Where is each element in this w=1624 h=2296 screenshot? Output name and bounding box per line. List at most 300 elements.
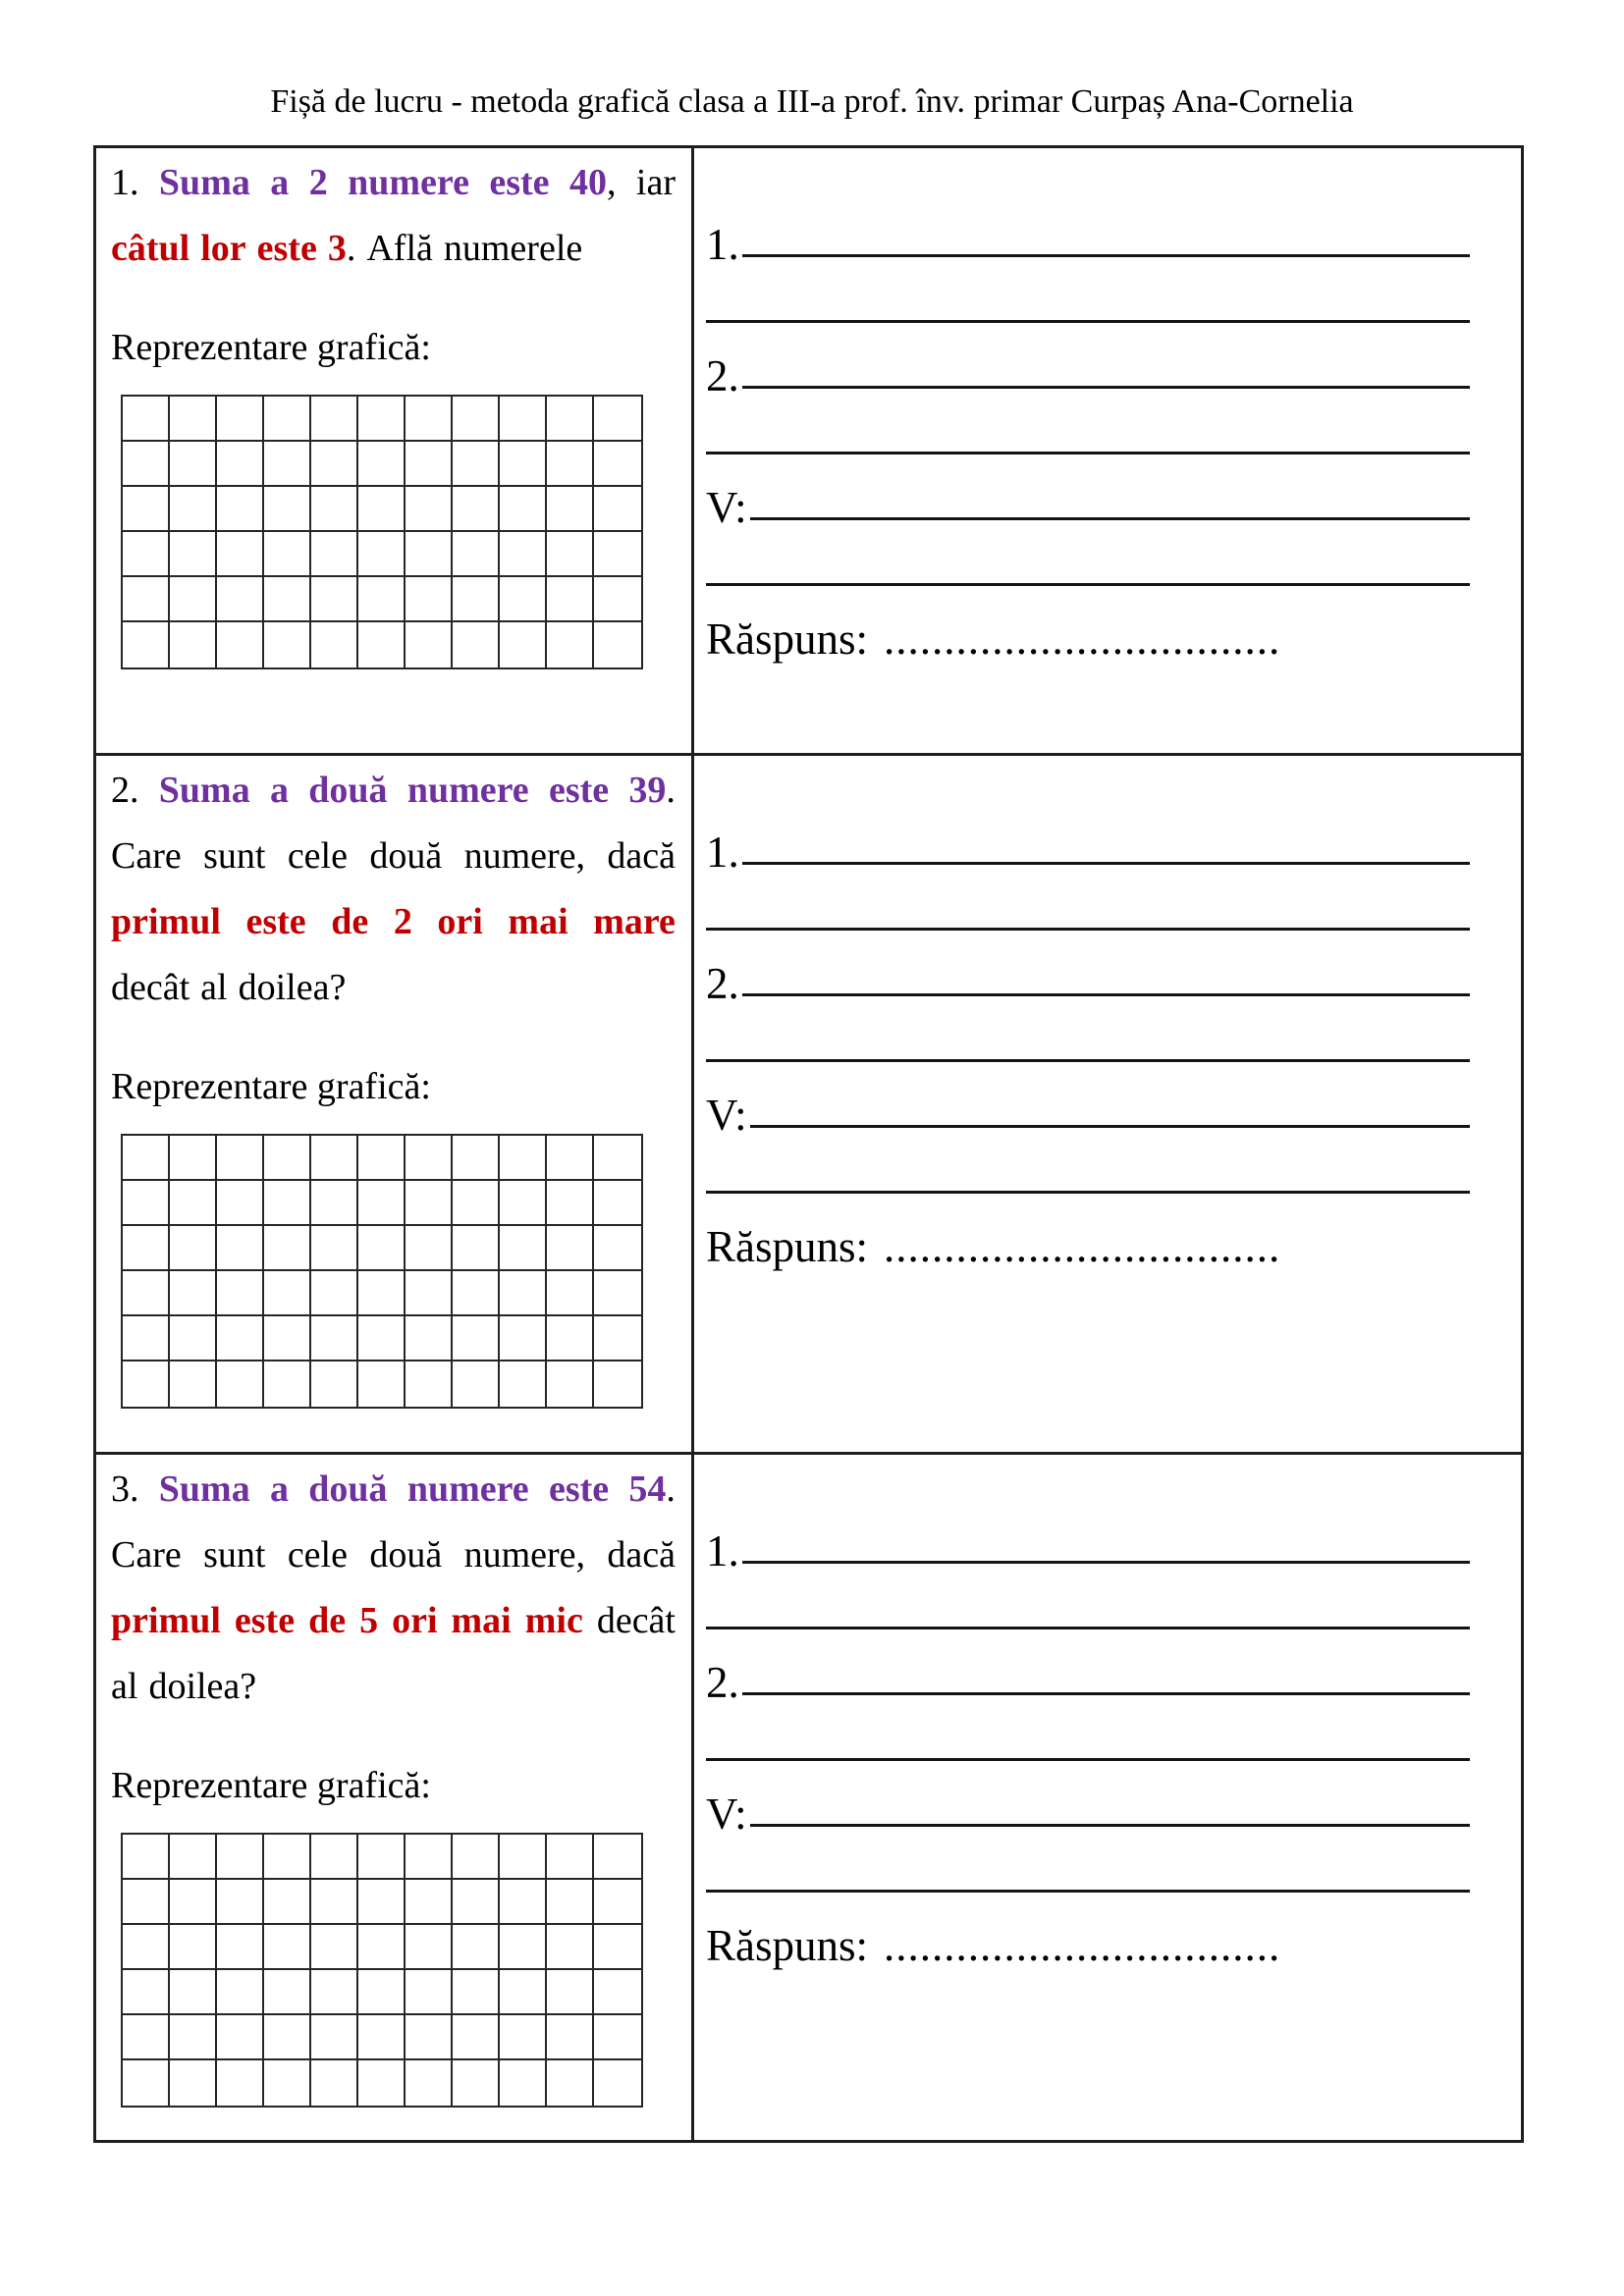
statement-word: Care xyxy=(111,1534,182,1575)
grid-cell xyxy=(453,1925,500,1970)
grid-cell xyxy=(406,1136,453,1181)
grid-cell xyxy=(406,1316,453,1362)
statement-word: al xyxy=(200,967,228,1008)
statement-word: doilea? xyxy=(238,967,347,1008)
grid-cell xyxy=(170,2015,217,2060)
grid-cell xyxy=(594,2060,641,2106)
grid-cell xyxy=(170,1181,217,1226)
grid-cell xyxy=(311,577,358,622)
statement-word: primul xyxy=(111,1600,221,1641)
grid-cell xyxy=(358,1316,406,1362)
paragraph-spacer xyxy=(111,282,676,315)
grid-cell xyxy=(264,532,311,577)
statement-word: ori xyxy=(437,901,483,942)
grid-cell xyxy=(311,1271,358,1316)
problem-2-statement-cell xyxy=(96,756,694,1455)
statement-word: a xyxy=(270,162,290,203)
grid-cell xyxy=(217,577,264,622)
statement-word: numere xyxy=(406,770,529,811)
answer-dotted-line[interactable]: ................................. xyxy=(884,1921,1281,1970)
grid-cell xyxy=(123,622,170,667)
solution-line-step-2-continuation xyxy=(706,1006,1470,1072)
grid-cell xyxy=(311,1362,358,1407)
paragraph-spacer xyxy=(111,1021,676,1054)
grid-cell xyxy=(123,2060,170,2106)
grid-cell xyxy=(123,1925,170,1970)
answer-label: Răspuns: xyxy=(706,614,869,664)
grid-cell xyxy=(264,2060,311,2106)
grid-cell xyxy=(406,487,453,532)
grid-cell xyxy=(311,1226,358,1271)
grid-cell xyxy=(123,1226,170,1271)
step-2-label: 2. xyxy=(706,351,739,400)
grid-cell xyxy=(500,532,547,577)
grid-cell xyxy=(453,1880,500,1925)
grid-cell xyxy=(406,1880,453,1925)
statement-word: două xyxy=(308,1468,388,1510)
grid-cell xyxy=(453,1835,500,1880)
grid-cell xyxy=(453,2060,500,2106)
grid-cell xyxy=(594,1362,641,1407)
grid-cell xyxy=(264,1925,311,1970)
answer-blank-line[interactable] xyxy=(750,517,1470,520)
grid-cell xyxy=(500,1226,547,1271)
grid-cell xyxy=(264,1136,311,1181)
grid-cell xyxy=(217,2015,264,2060)
grid-cell xyxy=(547,397,594,442)
grid-cell xyxy=(217,442,264,487)
statement-word: dacă xyxy=(607,1534,676,1575)
grid-cell xyxy=(123,1181,170,1226)
grid-cell xyxy=(453,1226,500,1271)
grid-cell xyxy=(123,1136,170,1181)
grid-cell xyxy=(358,1181,406,1226)
grid-cell xyxy=(170,1362,217,1407)
statement-word: 3. xyxy=(327,228,356,269)
grid-cell xyxy=(358,1880,406,1925)
statement-word: două xyxy=(308,770,388,811)
grid-cell xyxy=(358,1226,406,1271)
grid-cell xyxy=(594,577,641,622)
grid-cell xyxy=(547,1226,594,1271)
grid-cell xyxy=(170,1970,217,2015)
solution-line-step-2-continuation xyxy=(706,399,1470,464)
grid-cell xyxy=(358,1136,406,1181)
grid-cell xyxy=(406,2060,453,2106)
grid-cell xyxy=(311,1835,358,1880)
grid-cell xyxy=(453,1970,500,2015)
statement-word: al xyxy=(111,1666,138,1707)
statement-word: a xyxy=(269,1468,289,1510)
grid-cell xyxy=(500,397,547,442)
statement-word: numere, xyxy=(463,835,586,877)
answer-blank-line[interactable] xyxy=(742,386,1470,389)
statement-word: 3. xyxy=(111,1468,139,1510)
grid-cell xyxy=(594,1970,641,2015)
grid-cell xyxy=(311,1880,358,1925)
answer-blank-line[interactable] xyxy=(706,1191,1470,1194)
statement-line xyxy=(111,1457,676,1522)
grid-cell xyxy=(406,442,453,487)
answer-blank-line[interactable] xyxy=(706,320,1470,323)
grid-cell xyxy=(547,442,594,487)
statement-word: decât xyxy=(111,967,190,1008)
statement-word: este xyxy=(548,770,610,811)
step-2-label: 2. xyxy=(706,1658,739,1707)
grid-cell xyxy=(170,487,217,532)
grid-cell xyxy=(123,532,170,577)
grid-cell xyxy=(594,2015,641,2060)
grid-cell xyxy=(170,1880,217,1925)
grid-cell xyxy=(406,1271,453,1316)
grid-cell xyxy=(358,577,406,622)
answer-blank-line[interactable] xyxy=(706,1627,1470,1629)
grid-cell xyxy=(217,1136,264,1181)
grid-cell xyxy=(406,1970,453,2015)
graphic-grid[interactable] xyxy=(121,395,643,669)
grid-cell xyxy=(547,577,594,622)
statement-word: 5 xyxy=(359,1600,379,1641)
problem-1-statement-cell xyxy=(96,148,694,756)
statement-word: cele xyxy=(287,835,348,877)
grid-cell xyxy=(311,1970,358,2015)
grid-cell xyxy=(406,1181,453,1226)
grid-cell xyxy=(500,1181,547,1226)
grid-cell xyxy=(170,532,217,577)
grid-cell xyxy=(311,487,358,532)
statement-word: două xyxy=(369,1534,443,1575)
solution-line-verification-continuation xyxy=(706,1138,1470,1203)
statement-line xyxy=(111,824,676,889)
grid-cell xyxy=(170,1136,217,1181)
grid-cell xyxy=(311,1316,358,1362)
grid-cell xyxy=(264,577,311,622)
solution-line-step-1 xyxy=(706,201,1470,267)
answer-blank-line[interactable] xyxy=(750,1125,1470,1128)
answer-line xyxy=(706,596,1470,662)
grid-cell xyxy=(170,1316,217,1362)
grid-cell xyxy=(217,1925,264,1970)
grid-cell xyxy=(547,1271,594,1316)
grid-cell xyxy=(453,442,500,487)
grid-cell xyxy=(594,1271,641,1316)
answer-blank-line[interactable] xyxy=(706,1059,1470,1062)
graphic-grid[interactable] xyxy=(121,1134,643,1409)
statement-word: sunt xyxy=(203,1534,266,1575)
statement-word: sunt xyxy=(203,835,266,877)
answer-line xyxy=(706,1902,1470,1968)
statement-word: dacă xyxy=(607,835,676,877)
statement-line xyxy=(111,216,676,282)
grid-cell xyxy=(217,1316,264,1362)
grid-cell xyxy=(358,1835,406,1880)
grid-cell xyxy=(594,442,641,487)
grid-cell xyxy=(547,1181,594,1226)
grid-cell xyxy=(453,622,500,667)
grid-cell xyxy=(453,397,500,442)
grid-cell xyxy=(406,532,453,577)
grid-cell xyxy=(311,2060,358,2106)
statement-word: 2 xyxy=(393,901,412,942)
grid-cell xyxy=(500,487,547,532)
grid-cell xyxy=(358,2060,406,2106)
verification-label: V: xyxy=(706,1091,747,1140)
grid-cell xyxy=(594,1880,641,1925)
grid-cell xyxy=(594,397,641,442)
grid-cell xyxy=(123,1835,170,1880)
representation-label: Reprezentare grafică: xyxy=(111,327,431,368)
grid-cell xyxy=(358,442,406,487)
grid-cell xyxy=(594,1835,641,1880)
grid-cell xyxy=(594,487,641,532)
grid-cell xyxy=(594,1181,641,1226)
answer-label: Răspuns: xyxy=(706,1921,869,1970)
representation-label: Reprezentare grafică: xyxy=(111,1066,431,1107)
answer-blank-line[interactable] xyxy=(742,862,1470,865)
statement-line xyxy=(111,1588,676,1654)
grid-cell xyxy=(123,1316,170,1362)
solution-line-verification xyxy=(706,1072,1470,1138)
step-1-label: 1. xyxy=(706,828,739,877)
statement-word: Care xyxy=(111,835,182,877)
answer-blank-line[interactable] xyxy=(706,1758,1470,1761)
grid-cell xyxy=(217,1226,264,1271)
statement-word: mare xyxy=(593,901,676,942)
grid-cell xyxy=(311,1925,358,1970)
grid-cell xyxy=(217,1362,264,1407)
statement-word: numere, xyxy=(463,1534,586,1575)
grid-cell xyxy=(170,1271,217,1316)
statement-word: este xyxy=(256,228,317,269)
grid-cell xyxy=(500,2060,547,2106)
grid-cell xyxy=(217,1970,264,2015)
statement-word: de xyxy=(308,1600,347,1641)
statement-word: numere xyxy=(406,1468,529,1510)
solution-line-step-1-continuation xyxy=(706,1574,1470,1639)
statement-line xyxy=(111,1522,676,1588)
grid-cell xyxy=(594,1136,641,1181)
grid-cell xyxy=(500,577,547,622)
solution-line-step-1-continuation xyxy=(706,267,1470,333)
answer-blank-line[interactable] xyxy=(742,993,1470,996)
statement-word: 1. xyxy=(111,162,139,203)
grid-cell xyxy=(500,1271,547,1316)
grid-cell xyxy=(264,1835,311,1880)
grid-cell xyxy=(594,622,641,667)
statement-word: mic xyxy=(524,1600,583,1641)
grid-cell xyxy=(311,622,358,667)
grid-cell xyxy=(123,2015,170,2060)
statement-word: iar xyxy=(635,162,676,203)
grid-cell xyxy=(170,622,217,667)
grid-cell xyxy=(217,1880,264,1925)
grid-cell xyxy=(358,487,406,532)
grid-cell xyxy=(170,1835,217,1880)
grid-cell xyxy=(170,397,217,442)
statement-word: mai xyxy=(451,1600,512,1641)
grid-cell xyxy=(264,1316,311,1362)
statement-word: a xyxy=(269,770,289,811)
grid-cell xyxy=(500,2015,547,2060)
representation-label: Reprezentare grafică: xyxy=(111,1765,431,1806)
grid-cell xyxy=(264,442,311,487)
grid-cell xyxy=(547,1835,594,1880)
grid-cell xyxy=(453,487,500,532)
grid-cell xyxy=(547,1970,594,2015)
grid-cell xyxy=(264,2015,311,2060)
grid-cell xyxy=(453,1136,500,1181)
answer-line xyxy=(706,1203,1470,1269)
statement-word: ori xyxy=(392,1600,438,1641)
statement-word: este xyxy=(234,1600,296,1641)
problem-3-answer-cell xyxy=(694,1455,1521,2140)
grid-cell xyxy=(358,532,406,577)
answer-blank-line[interactable] xyxy=(750,1824,1470,1827)
grid-cell xyxy=(500,622,547,667)
grid-cell xyxy=(264,487,311,532)
solution-line-step-2-continuation xyxy=(706,1705,1470,1771)
grid-cell xyxy=(358,1925,406,1970)
grid-cell xyxy=(264,1181,311,1226)
statement-word: de xyxy=(331,901,369,942)
grid-cell xyxy=(406,1226,453,1271)
grid-cell xyxy=(123,1880,170,1925)
grid-cell xyxy=(170,577,217,622)
grid-cell xyxy=(217,622,264,667)
statement-line xyxy=(111,955,676,1021)
statement-word: 40, xyxy=(568,162,617,203)
grid-cell xyxy=(406,622,453,667)
worksheet-title: Fișă de lucru - metoda grafică clasa a III-a prof. înv. primar Curpaș Ana-Cornelia xyxy=(270,83,1354,120)
solution-line-verification xyxy=(706,1771,1470,1837)
grid-cell xyxy=(311,1136,358,1181)
grid-cell xyxy=(123,577,170,622)
grid-cell xyxy=(170,1226,217,1271)
statement-word: Suma xyxy=(158,770,250,811)
grid-cell xyxy=(264,1271,311,1316)
statement-line xyxy=(111,758,676,824)
grid-cell xyxy=(594,532,641,577)
statement-word: este xyxy=(548,1468,610,1510)
grid-cell xyxy=(406,1835,453,1880)
grid-cell xyxy=(217,487,264,532)
statement-word: Suma xyxy=(158,162,250,203)
answer-dotted-line[interactable]: ................................. xyxy=(884,1222,1281,1271)
grid-cell xyxy=(311,532,358,577)
grid-cell xyxy=(217,1835,264,1880)
grid-cell xyxy=(547,622,594,667)
grid-cell xyxy=(170,1925,217,1970)
grid-cell xyxy=(453,1316,500,1362)
grid-cell xyxy=(453,1271,500,1316)
statement-word: 54. xyxy=(628,1468,676,1510)
statement-word: este xyxy=(489,162,550,203)
grid-cell xyxy=(500,442,547,487)
grid-cell xyxy=(500,1925,547,1970)
grid-cell xyxy=(264,622,311,667)
grid-cell xyxy=(311,2015,358,2060)
step-2-label: 2. xyxy=(706,959,739,1008)
answer-blank-line[interactable] xyxy=(706,928,1470,931)
grid-cell xyxy=(264,1362,311,1407)
paragraph-spacer xyxy=(111,1720,676,1753)
grid-cell xyxy=(594,1226,641,1271)
grid-cell xyxy=(311,442,358,487)
grid-cell xyxy=(500,1970,547,2015)
solution-line-verification-continuation xyxy=(706,1837,1470,1902)
grid-cell xyxy=(406,1925,453,1970)
statement-word: este xyxy=(245,901,306,942)
grid-cell xyxy=(547,1136,594,1181)
statement-word: primul xyxy=(111,901,221,942)
grid-cell xyxy=(170,2060,217,2106)
statement-word: doilea? xyxy=(148,1666,257,1707)
grid-cell xyxy=(217,2060,264,2106)
grid-cell xyxy=(123,1970,170,2015)
grid-cell xyxy=(123,1271,170,1316)
grid-cell xyxy=(500,1362,547,1407)
grid-cell xyxy=(547,1880,594,1925)
solution-line-verification xyxy=(706,464,1470,530)
grid-cell xyxy=(500,1316,547,1362)
answer-blank-line[interactable] xyxy=(706,452,1470,454)
grid-cell xyxy=(358,1970,406,2015)
statement-word: 2. xyxy=(111,770,139,811)
step-1-label: 1. xyxy=(706,220,739,269)
grid-cell xyxy=(547,2060,594,2106)
grid-cell xyxy=(547,487,594,532)
grid-cell xyxy=(264,1970,311,2015)
grid-cell xyxy=(547,1316,594,1362)
answer-blank-line[interactable] xyxy=(706,1890,1470,1893)
grid-cell xyxy=(170,442,217,487)
grid-cell xyxy=(123,397,170,442)
graphic-grid[interactable] xyxy=(121,1833,643,2108)
grid-cell xyxy=(264,1880,311,1925)
grid-cell xyxy=(217,1181,264,1226)
answer-dotted-line[interactable]: ................................. xyxy=(884,614,1281,664)
verification-label: V: xyxy=(706,483,747,532)
grid-cell xyxy=(547,532,594,577)
grid-cell xyxy=(123,1362,170,1407)
answer-blank-line[interactable] xyxy=(742,254,1470,257)
solution-line-step-1 xyxy=(706,1508,1470,1574)
grid-cell xyxy=(453,2015,500,2060)
grid-cell xyxy=(217,397,264,442)
grid-cell xyxy=(453,532,500,577)
grid-cell xyxy=(358,1271,406,1316)
grid-cell xyxy=(123,487,170,532)
solution-line-verification-continuation xyxy=(706,530,1470,596)
answer-blank-line[interactable] xyxy=(742,1692,1470,1695)
step-1-label: 1. xyxy=(706,1526,739,1575)
statement-word: numerele xyxy=(443,228,583,269)
grid-cell xyxy=(311,1181,358,1226)
statement-word: cele xyxy=(287,1534,348,1575)
statement-word: mai xyxy=(508,901,568,942)
problem-3-statement-cell xyxy=(96,1455,694,2140)
statement-line xyxy=(111,889,676,955)
grid-cell xyxy=(217,532,264,577)
solution-line-step-2 xyxy=(706,940,1470,1006)
statement-word: 39. xyxy=(628,770,676,811)
worksheet-table xyxy=(93,145,1524,2143)
answer-blank-line[interactable] xyxy=(706,583,1470,586)
answer-blank-line[interactable] xyxy=(742,1561,1470,1564)
statement-word: două xyxy=(369,835,443,877)
statement-word: 2 xyxy=(308,162,328,203)
grid-cell xyxy=(500,1136,547,1181)
